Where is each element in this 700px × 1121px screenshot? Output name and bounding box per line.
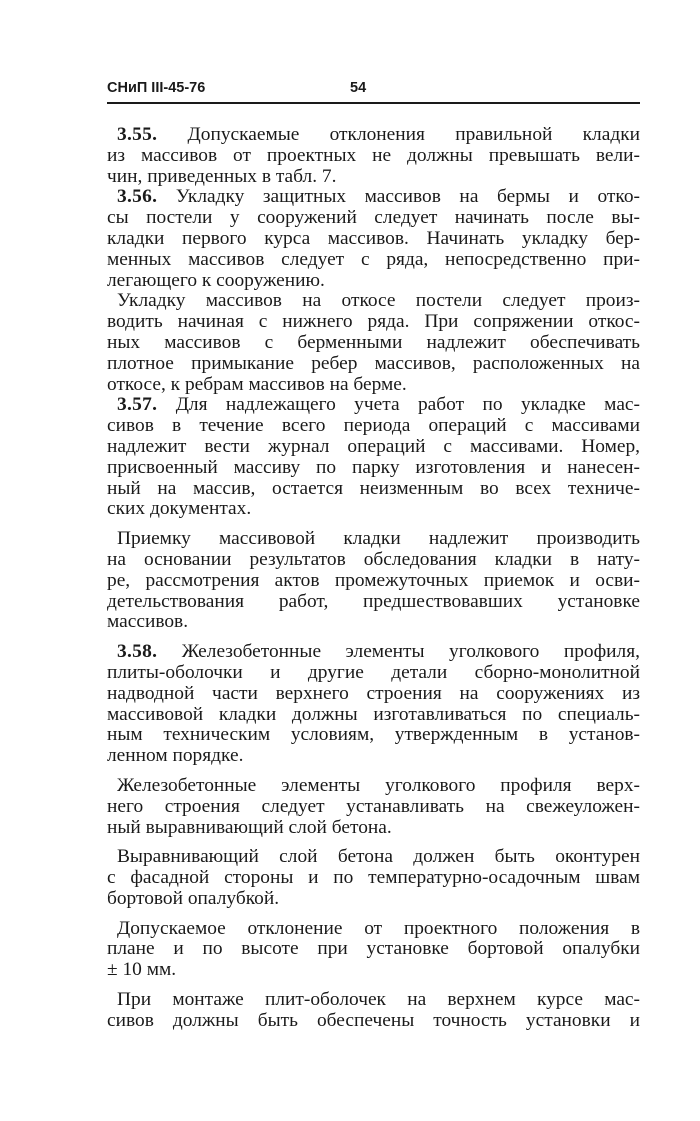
- paragraph-3-58: [107, 642, 640, 767]
- paragraph-tolerance: [107, 919, 640, 981]
- page-number: 54: [350, 80, 367, 96]
- text-line: 3.55. Допускаемые отклонения правильной кладки: [117, 124, 640, 145]
- text-line: ре, рассмотрения актов промежуточных приемок и осви-: [107, 569, 640, 591]
- paragraph-leveling-layer: [107, 847, 640, 909]
- clause-number: 3.55.: [117, 124, 158, 145]
- text-line: При монтаже плит-оболочек на верхнем курсе мас-: [117, 989, 640, 1011]
- text-line: него строения следует устанавливать на свежеуложен-: [107, 795, 640, 817]
- page-content: [107, 80, 640, 1031]
- header-rule: [107, 102, 640, 104]
- body-text: [107, 125, 640, 1032]
- text-line: плане и по высоте при установке бортовой опалубки: [107, 938, 640, 960]
- text-line: с фасадной стороны и по температурно-осадочным швам: [107, 867, 640, 889]
- clause-number: 3.57.: [117, 394, 158, 416]
- text-line: чин, приведенных в табл. 7.: [107, 165, 337, 187]
- paragraph-3-57: [107, 395, 640, 520]
- text-line: легающего к сооружению.: [107, 269, 325, 291]
- text-line: массивовой кладки должны изготавливаться по специаль-: [107, 703, 640, 725]
- text-line: 3.56. Укладку защитных массивов на бермы и отко-: [117, 186, 640, 208]
- text-line: детельствования работ, предшествовавших установке: [107, 590, 640, 612]
- clause-number: 3.56.: [117, 186, 158, 208]
- text-line: из массивов от проектных не должны превышать вели-: [107, 144, 640, 166]
- paragraph-slope-laying: [107, 291, 640, 395]
- paragraph-shell-slabs: [107, 990, 640, 1032]
- text-line: Железобетонные элементы уголкового профиля верх-: [117, 774, 640, 796]
- running-header: [107, 80, 640, 102]
- text-line: присвоенный массиву по парку изготовления и нанесен-: [107, 456, 640, 478]
- text-line: сивов в течение всего периода операций с массивами: [107, 415, 640, 437]
- text-line: надлежит вести журнал операций с массивами. Номер,: [107, 435, 640, 457]
- text-line: на основании результатов обследования кладки в нату-: [107, 548, 640, 570]
- text-line: кладки первого курса массивов. Начинать укладку бер-: [107, 227, 640, 249]
- clause-number: 3.58.: [117, 641, 158, 663]
- text-line: Приемку массивовой кладки надлежит производить: [117, 528, 640, 550]
- text-line: 3.57. Для надлежащего учета работ по укладке мас-: [117, 394, 640, 416]
- text-line: менных массивов следует с ряда, непосредственно при-: [107, 248, 640, 270]
- text-line: ным техническим условиям, утвержденным в установ-: [107, 724, 640, 746]
- text-line: 3.58. Железобетонные элементы уголкового профиля,: [117, 641, 640, 663]
- text-line: водить начиная с нижнего ряда. При сопряжении откос-: [107, 311, 640, 333]
- text-line: Укладку массивов на откосе постели следует произ-: [117, 290, 640, 312]
- text-line: надводной части верхнего строения на сооружениях из: [107, 682, 640, 704]
- paragraph-3-56: [107, 187, 640, 291]
- text-line: ный выравнивающий слой бетона.: [107, 816, 392, 838]
- paragraph-3-55: [107, 125, 640, 187]
- document-code: СНиП III-45-76: [107, 80, 206, 96]
- text-line: ± 10 мм.: [107, 959, 177, 981]
- text-line: массивов.: [107, 611, 189, 633]
- text-line: плиты-оболочки и другие детали сборно-монолитной: [107, 661, 640, 683]
- text-line: ских документах.: [107, 498, 252, 520]
- text-line: откосе, к ребрам массивов на берме.: [107, 373, 407, 395]
- text-line: ный на массив, остается неизменным во всех техниче-: [107, 477, 640, 499]
- text-line: Выравнивающий слой бетона должен быть оконтурен: [117, 846, 640, 868]
- paragraph-acceptance: [107, 529, 640, 633]
- text-line: ленном порядке.: [107, 745, 244, 767]
- text-line: сы постели у сооружений следует начинать после вы-: [107, 207, 640, 229]
- text-line: плотное примыкание ребер массивов, расположенных на: [107, 352, 640, 374]
- text-line: ных массивов с берменными надлежит обеспечивать: [107, 331, 640, 353]
- text-line: Допускаемое отклонение от проектного положения в: [117, 917, 640, 939]
- paragraph-angle-elements: [107, 776, 640, 838]
- text-line: бортовой опалубкой.: [107, 887, 280, 909]
- text-line: сивов должны быть обеспечены точность установки и: [107, 1009, 640, 1031]
